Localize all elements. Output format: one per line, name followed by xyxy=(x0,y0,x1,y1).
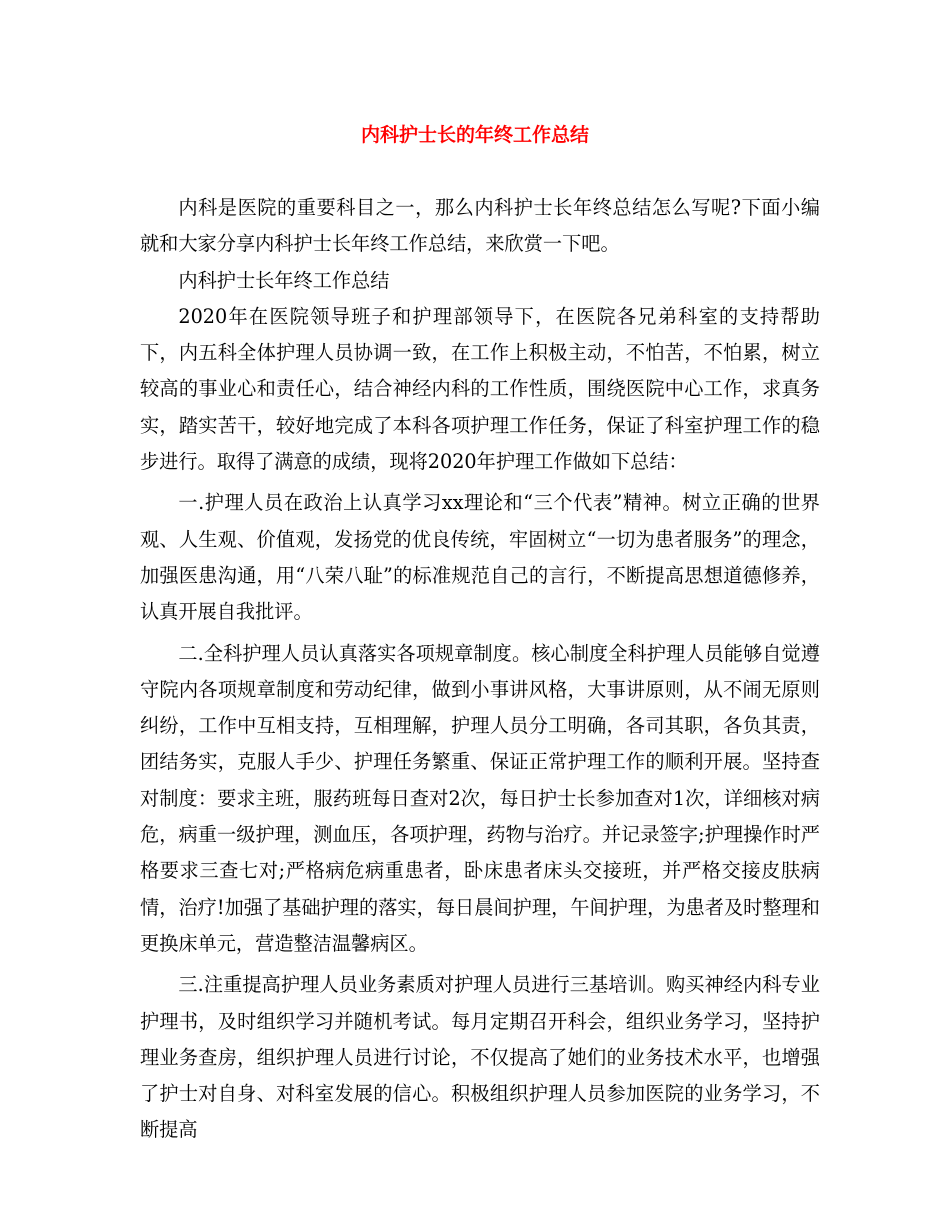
subheading-paragraph: 内科护士长年终工作总结 xyxy=(178,268,390,292)
document-title: 内科护士长的年终工作总结 xyxy=(360,124,589,146)
section-one-paragraph: 一.护理人员在政治上认真学习xx理论和“三个代表”精神。树立正确的世界观、人生观、价值观，发扬党的优良传统，牢固树立“一切为患者服务”的理念，加强医患沟通，用“八荣八耻”的标准规范自己的言行，不断提高思想道德修养，认真开展自我批评。 xyxy=(140,491,820,624)
section-two-paragraph: 二.全科护理人员认真落实各项规章制度。核心制度全科护理人员能够自觉遵守院内各项规章制度和劳动纪律，做到小事讲风格，大事讲原则，从不闹无原则纠纷，工作中互相支持，互相理解，护理人员分工明确，各司其职，各负其责，团结务实，克服人手少、护理任务繁重、保证正常护理工作的顺利开展。坚持查对制度：要求主班，服药班每日查对2次，每日护士长参加查对1次，详细核对病危，病重一级护理，测血压，各项护理，药物与治疗。并记录签字;护理操作时严格要求三查七对;严格病危病重患者，卧床患者床头交接班，并严格交接皮肤病情，治疗!加强了基础护理的落实，每日晨间护理，午间护理，为患者及时整理和更换床单元，营造整洁温馨病区。 xyxy=(140,641,820,955)
intro-paragraph: 内科是医院的重要科目之一，那么内科护士长年终总结怎么写呢?下面小编就和大家分享内科护士长年终工作总结，来欣赏一下吧。 xyxy=(140,196,820,256)
summary-paragraph: 2020年在医院领导班子和护理部领导下，在医院各兄弟科室的支持帮助下，内五科全体护理人员协调一致，在工作上积极主动，不怕苦，不怕累，树立较高的事业心和责任心，结合神经内科的工作性质，围绕医院中心工作，求真务实，踏实苦干，较好地完成了本科各项护理工作任务，保证了科室护理工作的稳步进行。取得了满意的成绩，现将2020年护理工作做如下总结： xyxy=(140,304,820,474)
document-body xyxy=(140,190,820,1149)
section-three-paragraph: 三.注重提高护理人员业务素质对护理人员进行三基培训。购买神经内科专业护理书，及时组织学习并随机考试。每月定期召开科会，组织业务学习，坚持护理业务查房，组织护理人员进行讨论，不仅提高了她们的业务技术水平，也增强了护士对自身、对科室发展的信心。积极组织护理人员参加医院的业务学习，不断提高 xyxy=(140,973,820,1142)
